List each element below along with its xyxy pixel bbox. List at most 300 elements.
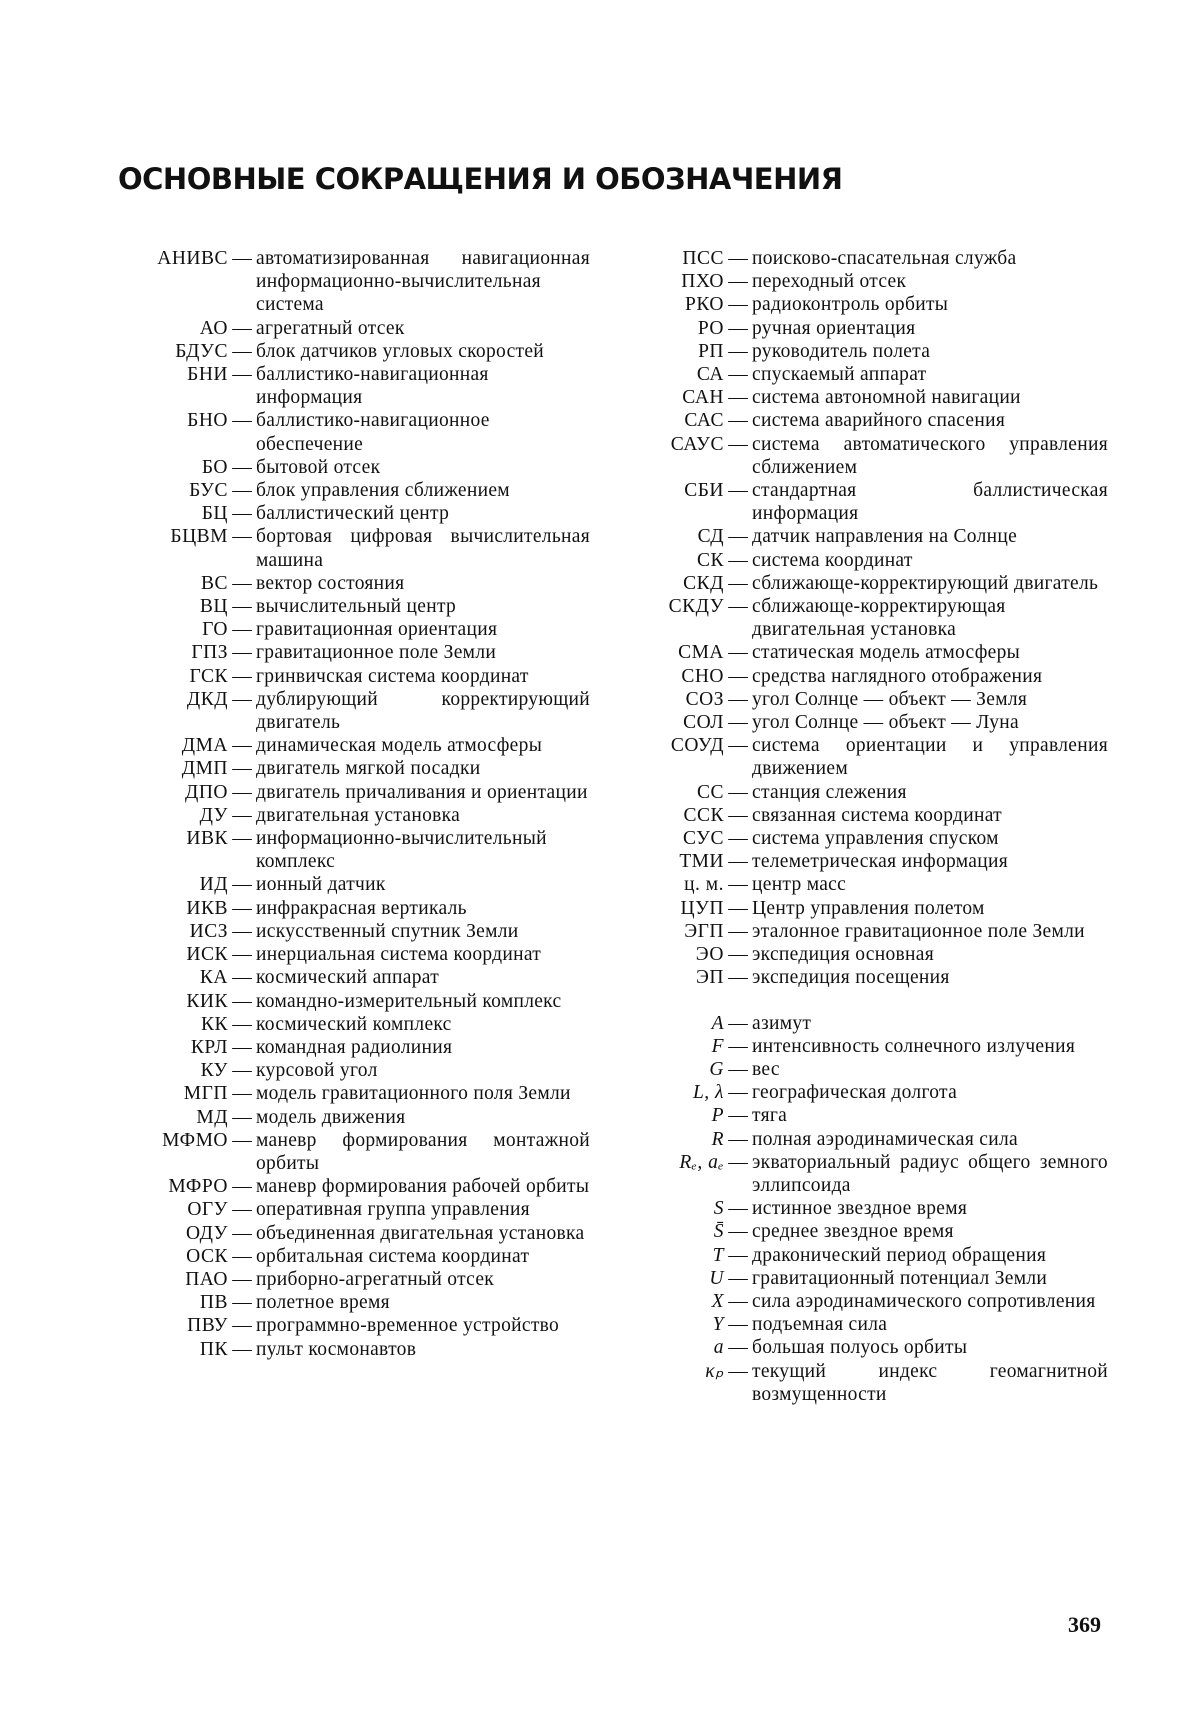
- entry-dash: —: [728, 688, 748, 710]
- entry-abbreviation: ПХО: [681, 271, 724, 293]
- entry-definition: гравитационный потенциал Земли: [752, 1267, 1048, 1289]
- abbreviation-entry: [638, 363, 1108, 386]
- entry-definition: информационно-вычислительный комплекс: [256, 828, 547, 873]
- entry-abbreviation: ГПЗ: [191, 642, 228, 664]
- entry-definition: большая полуось орбиты: [752, 1337, 968, 1359]
- entry-definition: модель движения: [256, 1106, 406, 1128]
- entry-abbreviation: L, λ: [692, 1082, 724, 1104]
- entry-abbreviation: ИСК: [186, 944, 228, 966]
- abbreviation-entry: [100, 595, 590, 618]
- abbreviation-entry: [100, 317, 590, 340]
- entry-definition: станция слежения: [752, 781, 907, 803]
- entry-dash: —: [728, 781, 748, 803]
- entry-dash: —: [728, 642, 748, 664]
- entry-definition: гравитационная ориентация: [256, 619, 498, 641]
- entry-definition: экспедиция посещения: [752, 967, 950, 989]
- entry-abbreviation: САН: [682, 387, 724, 409]
- entry-abbreviation: ПАО: [185, 1268, 228, 1290]
- entry-definition: сила аэродинамического сопротивления: [752, 1290, 1096, 1312]
- entry-abbreviation: КРЛ: [190, 1036, 228, 1058]
- entry-definition: система координат: [752, 549, 913, 571]
- entry-definition: драконический период обращения: [752, 1244, 1047, 1266]
- entry-definition: датчик направления на Солнце: [752, 526, 1018, 548]
- abbreviation-entry: [100, 781, 590, 804]
- abbreviation-entry: [638, 433, 1108, 479]
- abbreviation-entry: [638, 943, 1108, 966]
- entry-abbreviation: ИВК: [186, 828, 228, 850]
- entry-dash: —: [728, 317, 748, 339]
- abbreviation-entry: [100, 1175, 590, 1198]
- entry-dash: —: [728, 480, 748, 502]
- entry-abbreviation: ОГУ: [187, 1199, 228, 1221]
- entry-abbreviation: СКД: [683, 572, 724, 594]
- abbreviation-entry: [638, 711, 1108, 734]
- entry-dash: —: [728, 248, 748, 269]
- entry-dash: —: [232, 526, 252, 548]
- page-number: 369: [1068, 1612, 1101, 1637]
- entry-dash: —: [232, 1222, 252, 1244]
- entry-abbreviation: ц. м.: [684, 874, 724, 896]
- entry-definition: система ориентации и управления движением: [752, 735, 1108, 780]
- entry-dash: —: [728, 1198, 748, 1220]
- abbreviation-entry: [100, 897, 590, 920]
- entry-definition: статическая модель атмосферы: [752, 642, 1021, 664]
- entry-abbreviation: ЭГП: [684, 920, 724, 942]
- left-column: [100, 247, 590, 1361]
- abbreviation-entry: [638, 827, 1108, 850]
- entry-dash: —: [728, 897, 748, 919]
- abbreviation-entry: [100, 966, 590, 989]
- symbol-entry: [638, 1197, 1108, 1220]
- entry-definition: баллистический центр: [256, 503, 450, 525]
- symbol-entry: [638, 1081, 1108, 1104]
- entry-abbreviation: СОЗ: [685, 688, 724, 710]
- abbreviation-entry: [638, 386, 1108, 409]
- right-column: [638, 247, 1108, 1406]
- abbreviation-entry: [638, 873, 1108, 896]
- entry-definition: спускаемый аппарат: [752, 364, 927, 386]
- entry-definition: орбитальная система координат: [256, 1245, 530, 1267]
- entry-definition: Центр управления полетом: [752, 897, 985, 919]
- entry-abbreviation: U: [709, 1267, 724, 1289]
- entry-definition: система автоматического управления сближением: [752, 433, 1108, 478]
- symbol-entry: [638, 1128, 1108, 1151]
- abbreviation-entry: [100, 1082, 590, 1105]
- entry-definition: полная аэродинамическая сила: [752, 1128, 1018, 1150]
- entry-definition: тяга: [752, 1105, 788, 1127]
- symbol-list: [638, 1012, 1108, 1406]
- entry-definition: руководитель полета: [752, 340, 931, 362]
- abbreviation-entry: [100, 1198, 590, 1221]
- entry-abbreviation: ЭО: [695, 944, 724, 966]
- abbreviation-entry: [100, 1268, 590, 1291]
- entry-abbreviation: ПК: [199, 1338, 228, 1360]
- entry-abbreviation: САУС: [670, 433, 724, 455]
- abbreviation-entry: [638, 920, 1108, 943]
- entry-dash: —: [232, 317, 252, 339]
- entry-abbreviation: АО: [199, 317, 228, 339]
- entry-abbreviation: КУ: [200, 1060, 228, 1082]
- entry-dash: —: [232, 897, 252, 919]
- abbreviation-list-right: [638, 247, 1108, 990]
- entry-dash: —: [728, 944, 748, 966]
- entry-abbreviation: АНИВС: [157, 248, 228, 269]
- entry-definition: курсовой угол: [256, 1060, 378, 1082]
- entry-definition: баллистико-навигационная информация: [256, 364, 489, 409]
- symbol-entry: [638, 1336, 1108, 1359]
- entry-abbreviation: ЦУП: [680, 897, 724, 919]
- entry-dash: —: [728, 920, 748, 942]
- abbreviation-entry: [100, 363, 590, 409]
- entry-abbreviation: БЦ: [201, 503, 228, 525]
- entry-dash: —: [728, 526, 748, 548]
- entry-abbreviation: ДУ: [199, 804, 228, 826]
- entry-dash: —: [728, 1290, 748, 1312]
- entry-abbreviation: СНО: [681, 665, 724, 687]
- entry-dash: —: [728, 828, 748, 850]
- abbreviation-entry: [100, 340, 590, 363]
- entry-dash: —: [232, 248, 252, 269]
- entry-dash: —: [728, 1244, 748, 1266]
- abbreviation-entry: [638, 781, 1108, 804]
- entry-abbreviation: СМА: [678, 642, 724, 664]
- entry-abbreviation: ДКД: [186, 688, 228, 710]
- entry-dash: —: [232, 410, 252, 432]
- entry-abbreviation: БНИ: [187, 364, 228, 386]
- entry-dash: —: [232, 1199, 252, 1221]
- entry-abbreviation: ОСК: [186, 1245, 228, 1267]
- abbreviation-entry: [100, 479, 590, 502]
- abbreviation-entry: [638, 641, 1108, 664]
- abbreviation-entry: [100, 502, 590, 525]
- entry-dash: —: [728, 596, 748, 618]
- entry-definition: вектор состояния: [256, 572, 405, 594]
- entry-abbreviation: ИД: [199, 874, 228, 896]
- entry-abbreviation: X: [711, 1290, 724, 1312]
- entry-definition: бортовая цифровая вычислительная машина: [256, 526, 590, 571]
- abbreviation-entry: [100, 1245, 590, 1268]
- entry-definition: текущий индекс геомагнитной возмущенности: [752, 1360, 1108, 1405]
- entry-dash: —: [728, 1337, 748, 1359]
- entry-abbreviation: СК: [696, 549, 724, 571]
- entry-definition: поисково-спасательная служба: [752, 248, 1017, 269]
- entry-abbreviation: ДМА: [181, 735, 228, 757]
- entry-definition: программно-временное устройство: [256, 1315, 560, 1337]
- entry-abbreviation: ПВ: [199, 1292, 228, 1314]
- entry-abbreviation: МД: [196, 1106, 228, 1128]
- abbreviation-entry: [638, 572, 1108, 595]
- entry-definition: истинное звездное время: [752, 1198, 968, 1220]
- entry-abbreviation: P: [711, 1105, 724, 1127]
- entry-abbreviation: СУС: [682, 828, 724, 850]
- entry-definition: вес: [752, 1058, 780, 1080]
- entry-dash: —: [728, 1035, 748, 1057]
- abbreviation-entry: [100, 1106, 590, 1129]
- page-title: ОСНОВНЫЕ СОКРАЩЕНИЯ И ОБОЗНАЧЕНИЯ: [118, 162, 843, 196]
- entry-dash: —: [728, 410, 748, 432]
- abbreviation-entry: [100, 525, 590, 571]
- entry-dash: —: [232, 619, 252, 641]
- entry-dash: —: [232, 1106, 252, 1128]
- entry-dash: —: [728, 712, 748, 734]
- entry-dash: —: [728, 1082, 748, 1104]
- entry-dash: —: [232, 1176, 252, 1198]
- entry-abbreviation: ПВУ: [187, 1315, 228, 1337]
- entry-abbreviation: Rₑ, aₑ: [679, 1151, 724, 1173]
- abbreviation-entry: [100, 1129, 590, 1175]
- entry-definition: географическая долгота: [752, 1082, 958, 1104]
- entry-abbreviation: ДМП: [181, 758, 228, 780]
- abbreviation-entry: [638, 549, 1108, 572]
- entry-dash: —: [728, 1314, 748, 1336]
- symbol-entry: [638, 1220, 1108, 1243]
- symbol-entry: [638, 1290, 1108, 1313]
- entry-definition: автоматизированная навигационная информационно-вычислительная система: [256, 248, 590, 316]
- entry-abbreviation: КА: [199, 967, 228, 989]
- entry-definition: центр масс: [752, 874, 847, 896]
- entry-dash: —: [232, 665, 252, 687]
- entry-dash: —: [728, 572, 748, 594]
- entry-definition: командно-измерительный комплекс: [256, 990, 562, 1012]
- entry-abbreviation: F: [711, 1035, 724, 1057]
- entry-dash: —: [728, 804, 748, 826]
- abbreviation-entry: [638, 804, 1108, 827]
- entry-definition: динамическая модель атмосферы: [256, 735, 543, 757]
- entry-dash: —: [728, 1267, 748, 1289]
- entry-definition: подъемная сила: [752, 1314, 888, 1336]
- entry-dash: —: [728, 1105, 748, 1127]
- entry-dash: —: [232, 1036, 252, 1058]
- abbreviation-entry: [100, 757, 590, 780]
- entry-definition: объединенная двигательная установка: [256, 1222, 585, 1244]
- entry-dash: —: [232, 572, 252, 594]
- entry-abbreviation: КК: [200, 1013, 228, 1035]
- entry-dash: —: [728, 1058, 748, 1080]
- entry-definition: средства наглядного отображения: [752, 665, 1043, 687]
- entry-definition: космический комплекс: [256, 1013, 452, 1035]
- symbol-entry: [638, 1267, 1108, 1290]
- entry-definition: космический аппарат: [256, 967, 440, 989]
- abbreviation-entry: [100, 1013, 590, 1036]
- abbreviation-entry: [100, 734, 590, 757]
- entry-definition: приборно-агрегатный отсек: [256, 1268, 495, 1290]
- entry-definition: полетное время: [256, 1292, 390, 1314]
- entry-abbreviation: БНО: [187, 410, 228, 432]
- abbreviation-entry: [638, 966, 1108, 989]
- abbreviation-entry: [638, 409, 1108, 432]
- abbreviation-entry: [638, 665, 1108, 688]
- entry-dash: —: [728, 387, 748, 409]
- entry-abbreviation: ОДУ: [186, 1222, 228, 1244]
- entry-definition: двигательная установка: [256, 804, 461, 826]
- abbreviation-entry: [638, 688, 1108, 711]
- entry-definition: баллистико-навигационное обеспечение: [256, 410, 490, 455]
- entry-dash: —: [728, 433, 748, 455]
- entry-dash: —: [232, 340, 252, 362]
- abbreviation-entry: [100, 572, 590, 595]
- entry-dash: —: [232, 480, 252, 502]
- entry-definition: система аварийного спасения: [752, 410, 1006, 432]
- entry-dash: —: [728, 1151, 748, 1173]
- entry-definition: связанная система координат: [752, 804, 1003, 826]
- entry-definition: азимут: [752, 1012, 812, 1034]
- entry-dash: —: [728, 1221, 748, 1243]
- entry-definition: эталонное гравитационное поле Земли: [752, 920, 1085, 942]
- entry-definition: гравитационное поле Земли: [256, 642, 497, 664]
- entry-definition: система автономной навигации: [752, 387, 1021, 409]
- entry-abbreviation: СД: [697, 526, 724, 548]
- entry-definition: блок датчиков угловых скоростей: [256, 340, 545, 362]
- entry-definition: ручная ориентация: [752, 317, 916, 339]
- entry-abbreviation: T: [712, 1244, 724, 1266]
- entry-definition: пульт космонавтов: [256, 1338, 417, 1360]
- entry-dash: —: [728, 967, 748, 989]
- abbreviation-entry: [100, 943, 590, 966]
- abbreviation-entry: [638, 595, 1108, 641]
- abbreviation-entry: [100, 920, 590, 943]
- abbreviation-entry: [100, 804, 590, 827]
- entry-definition: бытовой отсек: [256, 456, 381, 478]
- entry-abbreviation: κₚ: [705, 1360, 724, 1382]
- entry-definition: дублирующий корректирующий двигатель: [256, 688, 590, 734]
- entry-definition: агрегатный отсек: [256, 317, 405, 339]
- entry-dash: —: [232, 503, 252, 525]
- entry-dash: —: [728, 340, 748, 362]
- entry-definition: радиоконтроль орбиты: [752, 294, 949, 316]
- entry-definition: стандартная баллистическая информация: [752, 480, 1108, 525]
- entry-dash: —: [232, 1060, 252, 1082]
- entry-abbreviation: РП: [698, 340, 724, 362]
- entry-definition: командная радиолиния: [256, 1036, 453, 1058]
- entry-definition: модель гравитационного поля Земли: [256, 1083, 571, 1105]
- entry-abbreviation: ССК: [683, 804, 724, 826]
- symbol-entry: [638, 1313, 1108, 1336]
- entry-dash: —: [232, 944, 252, 966]
- entry-abbreviation: КИК: [186, 990, 228, 1012]
- entry-dash: —: [232, 1292, 252, 1314]
- entry-dash: —: [728, 851, 748, 873]
- abbreviation-entry: [100, 409, 590, 455]
- abbreviation-entry: [638, 247, 1108, 270]
- abbreviation-entry: [100, 665, 590, 688]
- entry-abbreviation: S̄: [713, 1221, 724, 1243]
- entry-definition: угол Солнце — объект — Луна: [752, 712, 1019, 734]
- abbreviation-entry: [100, 1222, 590, 1245]
- abbreviation-entry: [100, 1314, 590, 1337]
- entry-dash: —: [232, 990, 252, 1012]
- entry-abbreviation: Y: [712, 1314, 724, 1336]
- entry-dash: —: [232, 920, 252, 942]
- symbol-entry: [638, 1244, 1108, 1267]
- entry-dash: —: [728, 364, 748, 386]
- entry-definition: ионный датчик: [256, 874, 386, 896]
- entry-dash: —: [728, 665, 748, 687]
- abbreviation-entry: [100, 1291, 590, 1314]
- entry-dash: —: [232, 828, 252, 850]
- entry-definition: угол Солнце — объект — Земля: [752, 688, 1028, 710]
- entry-dash: —: [232, 1268, 252, 1290]
- entry-dash: —: [232, 1245, 252, 1267]
- entry-definition: двигатель мягкой посадки: [256, 758, 481, 780]
- entry-abbreviation: ДПО: [185, 781, 228, 803]
- entry-definition: переходный отсек: [752, 271, 907, 293]
- entry-dash: —: [728, 271, 748, 293]
- entry-dash: —: [232, 804, 252, 826]
- abbreviation-entry: [100, 456, 590, 479]
- abbreviation-entry: [100, 827, 590, 873]
- symbol-entry: [638, 1035, 1108, 1058]
- symbol-entry: [638, 1058, 1108, 1081]
- entry-abbreviation: ИСЗ: [189, 920, 228, 942]
- entry-abbreviation: СОЛ: [683, 712, 724, 734]
- entry-abbreviation: САС: [684, 410, 724, 432]
- symbol-entry: [638, 1151, 1108, 1197]
- abbreviation-entry: [638, 479, 1108, 525]
- entry-abbreviation: МФРО: [168, 1176, 228, 1198]
- entry-definition: оперативная группа управления: [256, 1199, 530, 1221]
- entry-definition: среднее звездное время: [752, 1221, 954, 1243]
- entry-dash: —: [728, 294, 748, 316]
- entry-abbreviation: СС: [696, 781, 724, 803]
- abbreviation-entry: [638, 317, 1108, 340]
- entry-definition: сближающе-корректирующий двигатель: [752, 572, 1099, 594]
- entry-dash: —: [728, 549, 748, 571]
- entry-abbreviation: БУС: [189, 480, 228, 502]
- abbreviation-entry: [100, 247, 590, 317]
- entry-dash: —: [728, 1128, 748, 1150]
- entry-definition: вычислительный центр: [256, 596, 457, 618]
- abbreviation-entry: [638, 525, 1108, 548]
- entry-definition: искусственный спутник Земли: [256, 920, 519, 942]
- entry-dash: —: [232, 1129, 252, 1151]
- entry-definition: инфракрасная вертикаль: [256, 897, 467, 919]
- entry-definition: интенсивность солнечного излучения: [752, 1035, 1076, 1057]
- abbreviation-entry: [100, 688, 590, 734]
- entry-abbreviation: S: [713, 1198, 724, 1220]
- entry-abbreviation: СА: [696, 364, 724, 386]
- entry-abbreviation: R: [711, 1128, 724, 1150]
- entry-definition: маневр формирования рабочей орбиты: [256, 1176, 590, 1198]
- abbreviation-entry: [100, 1059, 590, 1082]
- entry-abbreviation: МГП: [183, 1083, 228, 1105]
- entry-definition: гринвичская система координат: [256, 665, 529, 687]
- entry-abbreviation: СБИ: [684, 480, 724, 502]
- abbreviation-entry: [100, 873, 590, 896]
- entry-dash: —: [232, 1083, 252, 1105]
- entry-dash: —: [232, 781, 252, 803]
- entry-abbreviation: ПСС: [682, 248, 724, 269]
- entry-definition: двигатель причаливания и ориентации: [256, 781, 588, 803]
- entry-dash: —: [232, 688, 252, 710]
- entry-definition: маневр формирования монтажной орбиты: [256, 1129, 590, 1174]
- entry-dash: —: [728, 874, 748, 896]
- entry-abbreviation: МФМО: [162, 1129, 228, 1151]
- entry-dash: —: [728, 1360, 748, 1382]
- abbreviation-entry: [638, 340, 1108, 363]
- abbreviation-entry: [100, 990, 590, 1013]
- abbreviation-entry: [100, 1036, 590, 1059]
- entry-abbreviation: ВЦ: [199, 596, 228, 618]
- entry-abbreviation: ГО: [202, 619, 228, 641]
- entry-dash: —: [232, 967, 252, 989]
- entry-abbreviation: БДУС: [175, 340, 228, 362]
- entry-abbreviation: ЭП: [696, 967, 724, 989]
- section-gap: [638, 990, 1108, 1012]
- entry-abbreviation: СКДУ: [668, 596, 724, 618]
- entry-dash: —: [728, 1012, 748, 1034]
- entry-dash: —: [232, 364, 252, 386]
- entry-abbreviation: G: [709, 1058, 724, 1080]
